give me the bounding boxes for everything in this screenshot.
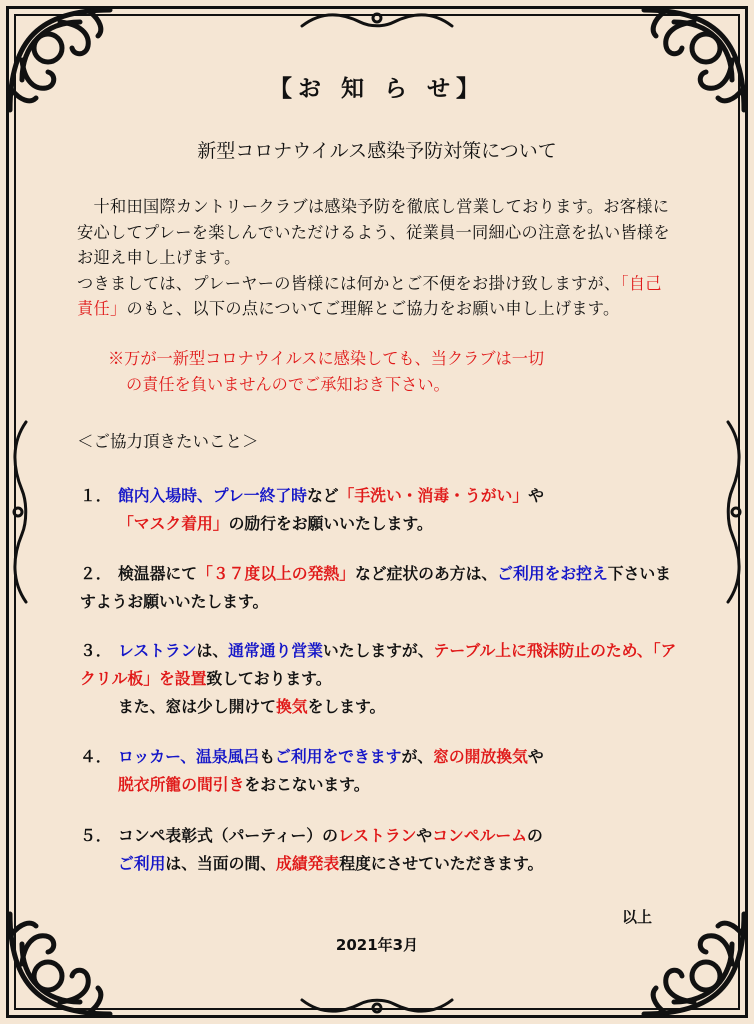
- bottom-scroll-ornament: [300, 996, 454, 1018]
- item-5-text-f: ご利用: [118, 854, 166, 873]
- intro-text: [77, 194, 677, 322]
- section-heading: ＜ご協力頂きたいこと＞: [77, 432, 259, 451]
- item-5-text-h: 成績発表: [276, 854, 340, 873]
- intro-paragraph-2: [77, 271, 677, 322]
- item-3-text-e: テーブル上に飛沫防止のため、「アクリル板」を設置: [80, 641, 677, 688]
- list-item-3: [80, 637, 680, 721]
- item-1-text-c: 「手洗い・消毒・うがい」: [338, 486, 529, 505]
- item-4-continuation: [80, 771, 680, 799]
- closing-text: 以上: [622, 908, 653, 926]
- item-number: ３．: [80, 641, 112, 660]
- item-1-text-f: の励行をお願いいたします。: [228, 514, 433, 533]
- item-1-text-e: 「マスク着用」: [118, 514, 229, 533]
- item-3-text-g: また、窓は少し開けて: [118, 697, 276, 716]
- item-number: ２．: [80, 564, 112, 583]
- warning-line-1: ※万が一新型コロナウイルスに感染しても、当クラブは一切: [108, 349, 545, 368]
- item-5-text-b: レストラン: [337, 826, 417, 845]
- item-2-text-e: 下さいますようお願いいたします。: [80, 564, 671, 611]
- right-scroll-ornament: [724, 420, 746, 604]
- item-4-text-d: が、: [401, 747, 434, 766]
- notice-title: 【お 知 ら せ】: [268, 75, 486, 102]
- item-4-text-c: ご利用をできます: [275, 747, 402, 766]
- item-5-text-i: 程度にさせていただきます。: [339, 854, 544, 873]
- corner-ornament-bottom-left: [0, 904, 120, 1024]
- item-number: ４．: [80, 747, 112, 766]
- item-4-text-a: ロッカー、温泉風呂: [118, 747, 260, 766]
- item-5-text-c: や: [416, 826, 433, 845]
- item-2-text-a: 検温器にて: [118, 564, 197, 583]
- intro-p2-a: つきましては、プレーヤーの皆様には何かとご不便をお掛け致しますが、: [77, 273, 621, 293]
- item-4-text-g: 脱衣所籠の間引き: [118, 775, 245, 794]
- top-scroll-ornament: [300, 8, 454, 30]
- item-3-text-h: 換気: [275, 697, 308, 716]
- item-4-text-h: をおこないます。: [244, 775, 370, 794]
- list-item-1: [80, 482, 680, 538]
- notice-date: 2021年3月: [335, 936, 419, 954]
- item-3-continuation: [80, 693, 680, 721]
- intro-paragraph-1: 十和田国際カントリークラブは感染予防を徹底し営業しております。お客様に安心してプレーを楽しんでいただけるよう、従業員一同細心の注意を払い皆様をお迎え申し上げます。: [77, 197, 670, 267]
- item-5-text-d: コンペルーム: [432, 826, 528, 845]
- item-5-text-a: コンペ表彰式（パーティー）の: [118, 826, 338, 845]
- item-3-text-b: は、: [196, 641, 229, 660]
- item-3-text-f: 致しております。: [206, 669, 332, 688]
- disclaimer-warning: [108, 346, 668, 398]
- item-1-continuation: [80, 510, 680, 538]
- item-4-text-e: 窓の開放換気: [433, 747, 528, 766]
- left-scroll-ornament: [8, 420, 30, 604]
- notice-subtitle: 新型コロナウイルス感染予防対策について: [197, 140, 557, 162]
- list-item-4: [80, 743, 680, 799]
- list-item-5: [80, 822, 680, 878]
- list-item-2: [80, 560, 680, 616]
- item-2-text-b: 「３７度以上の発熱」: [197, 564, 355, 583]
- item-5-continuation: [80, 850, 680, 878]
- item-1-text-d: や: [528, 486, 544, 505]
- item-1-text-a: 館内入場時、プレ一終了時: [118, 486, 307, 505]
- intro-p2-b: のもと、以下の点についてご理解とご協力をお願い申し上げます。: [126, 299, 620, 318]
- item-3-text-d: いたしますが、: [322, 641, 434, 660]
- warning-line-2: の責任を負いませんのでご承知おき下さい。: [126, 375, 450, 394]
- self-responsibility-text: 「自己責任」: [77, 273, 662, 318]
- item-4-text-f: や: [527, 747, 544, 766]
- item-4-text-b: も: [259, 747, 276, 766]
- item-number: １．: [80, 486, 112, 505]
- item-2-text-c: など症状のあ方は、: [354, 564, 498, 583]
- item-5-text-g: は、当面の間、: [165, 854, 276, 873]
- item-number: ５．: [80, 826, 112, 845]
- item-3-text-a: レストラン: [118, 641, 197, 660]
- item-2-text-d: ご利用をお控え: [497, 564, 608, 583]
- item-3-text-c: 通常通り営業: [228, 641, 323, 660]
- item-1-text-b: など: [306, 486, 339, 505]
- item-3-text-i: をします。: [307, 697, 386, 716]
- item-5-text-e: の: [527, 826, 543, 845]
